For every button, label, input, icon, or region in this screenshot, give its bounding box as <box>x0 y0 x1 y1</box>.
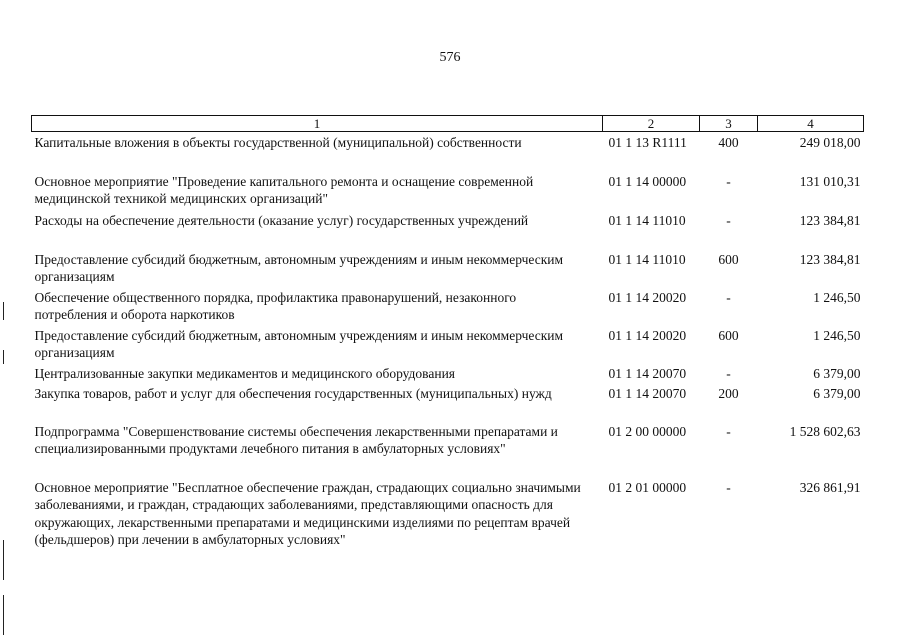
row-amount: 249 018,00 <box>799 135 861 150</box>
row-amount: 6 379,00 <box>813 385 861 401</box>
row-name: Обеспечение общественного порядка, профилактика правонарушений, незаконного потребления и оборота наркотиков <box>34 289 517 322</box>
header-cell: 1 <box>32 116 603 132</box>
margin-mark <box>3 302 4 320</box>
row-expense-type: - <box>726 365 731 381</box>
row-code: 01 1 14 20070 <box>608 385 687 401</box>
table-row <box>32 383 864 421</box>
row-expense-type: - <box>726 479 731 495</box>
row-code: 01 1 14 20020 <box>608 289 687 305</box>
row-name: Основное мероприятие "Бесплатное обеспечение граждан, страдающих социально значимыми заболеваниями, и граждан, страдающих заболеваниями, представляющими опасность для окружающих, лекарственными препаратами и медицинскими изделиями по рецептам врачей (фельдшеров) при лечении в амбулаторных условиях" <box>34 479 581 547</box>
table-row <box>32 325 864 363</box>
margin-mark <box>3 540 4 580</box>
row-amount: 123 384,81 <box>799 212 861 228</box>
table-row <box>32 210 864 249</box>
table-row <box>32 363 864 383</box>
budget-table <box>31 115 864 551</box>
row-expense-type: - <box>726 173 731 189</box>
row-expense-type: - <box>726 289 731 305</box>
table-row <box>32 287 864 325</box>
row-expense-type: - <box>726 212 731 228</box>
row-name: Капитальные вложения в объекты государственной (муниципальной) собственности <box>34 135 522 150</box>
row-amount: 1 528 602,63 <box>789 423 861 439</box>
margin-mark <box>3 595 4 635</box>
row-amount: 131 010,31 <box>799 173 861 189</box>
header-cell: 2 <box>603 116 700 132</box>
row-amount: 326 861,91 <box>799 479 861 495</box>
row-expense-type: 600 <box>718 251 739 267</box>
row-name: Централизованные закупки медикаментов и медицинского оборудования <box>34 365 456 381</box>
row-amount: 6 379,00 <box>813 365 861 381</box>
row-name: Закупка товаров, работ и услуг для обеспечения государственных (муниципальных) нужд <box>34 385 552 401</box>
row-expense-type: 200 <box>718 385 739 401</box>
row-code: 01 1 14 11010 <box>608 212 686 228</box>
row-code: 01 1 14 20020 <box>608 327 687 343</box>
row-name: Расходы на обеспечение деятельности (оказание услуг) государственных учреждений <box>34 212 529 228</box>
row-code: 01 1 14 00000 <box>608 173 687 189</box>
row-code: 01 1 14 20070 <box>608 365 687 381</box>
row-amount: 1 246,50 <box>813 327 861 343</box>
page-number: 576 <box>439 50 461 65</box>
table-row <box>32 132 864 171</box>
row-expense-type: - <box>726 423 731 439</box>
table-row <box>32 477 864 551</box>
row-code: 01 1 14 11010 <box>608 251 686 267</box>
row-code: 01 2 01 00000 <box>608 479 687 495</box>
row-name: Основное мероприятие "Проведение капитального ремонта и оснащение современной медицинской техникой медицинских организаций" <box>34 173 534 206</box>
header-cell: 4 <box>758 116 864 132</box>
row-amount: 123 384,81 <box>799 251 861 267</box>
row-expense-type: 400 <box>718 135 739 150</box>
row-name: Предоставление субсидий бюджетным, автономным учреждениям и иным некоммерческим организациям <box>34 327 564 360</box>
row-expense-type: 600 <box>718 327 739 343</box>
row-code: 01 2 00 00000 <box>608 423 687 439</box>
row-code: 01 1 13 R1111 <box>608 135 687 150</box>
table-row <box>32 171 864 210</box>
row-name: Предоставление субсидий бюджетным, автономным учреждениям и иным некоммерческим организациям <box>34 251 564 284</box>
table-row <box>32 421 864 477</box>
table-row <box>32 249 864 287</box>
header-row <box>32 116 864 132</box>
header-cell: 3 <box>700 116 758 132</box>
row-name: Подпрограмма "Совершенствование системы обеспечения лекарственными препаратами и специализированными продуктами лечебного питания в амбулаторных условиях" <box>34 423 558 456</box>
margin-mark <box>3 350 4 364</box>
row-amount: 1 246,50 <box>813 289 861 305</box>
